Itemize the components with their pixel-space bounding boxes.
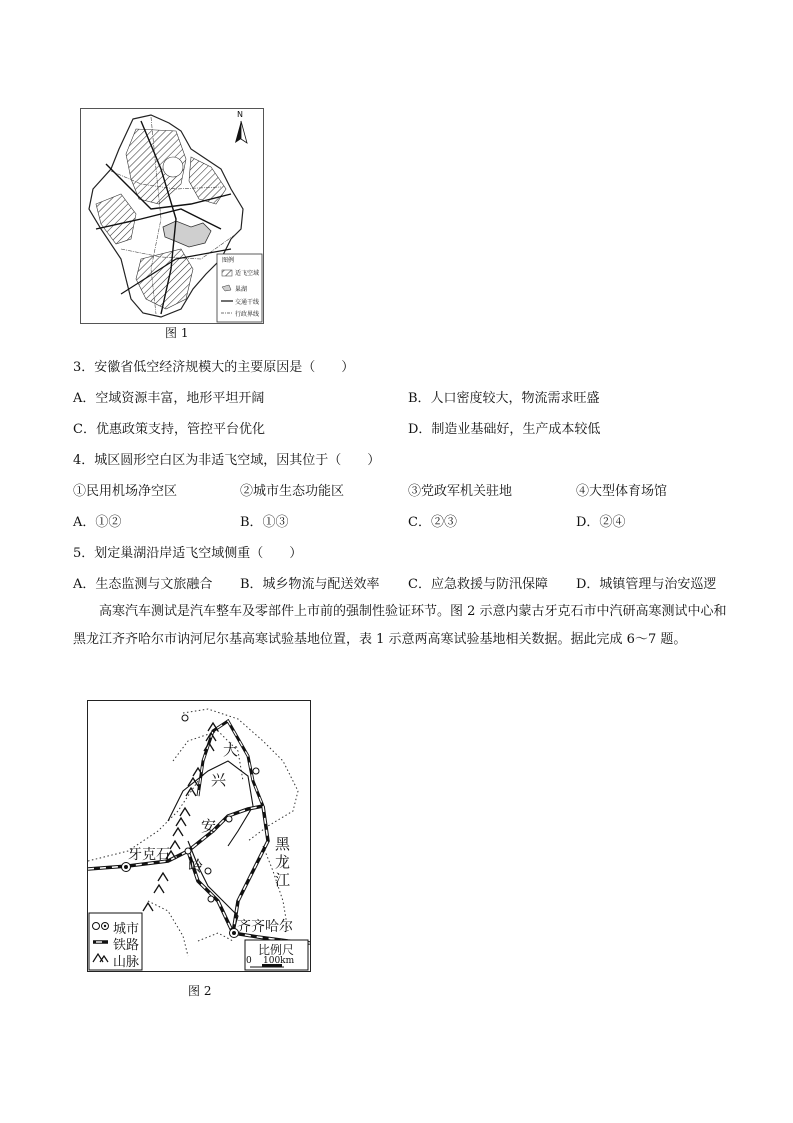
label-da: 大	[223, 741, 239, 759]
question-4-statement-3: ③党政军机关驻地	[408, 484, 513, 499]
question-5-option-c[interactable]: C．应急救援与防汛保障	[408, 577, 548, 592]
label-yakeshi: 牙克石	[128, 847, 170, 863]
label-long: 龙	[275, 853, 291, 871]
question-3-stem: 3．安徽省低空经济规模大的主要原因是（ ）	[73, 360, 355, 375]
legend-chaohu: 巢湖	[235, 286, 248, 293]
label-jiang: 江	[275, 871, 291, 889]
figure-2-map	[87, 700, 311, 972]
scale-value: 100km	[263, 956, 295, 966]
north-arrow-icon	[235, 121, 247, 143]
question-3-option-d[interactable]: D．制造业基础好，生产成本较低	[408, 422, 601, 437]
figure-2-caption: 图 2	[188, 984, 212, 998]
question-4-option-c[interactable]: C．②③	[408, 515, 457, 530]
question-4-statement-4: ④大型体育场馆	[576, 484, 668, 499]
label-xing: 兴	[211, 771, 227, 789]
label-ling: 岭	[188, 857, 204, 875]
north-label: N	[237, 110, 243, 119]
label-hei: 黑	[275, 835, 291, 853]
question-3-option-a[interactable]: A．空域资源丰富，地形平坦开阔	[73, 391, 265, 406]
question-4-option-b[interactable]: B．①③	[240, 515, 289, 530]
question-5-option-a[interactable]: A．生态监测与文旅融合	[73, 577, 213, 592]
question-4-statement-2: ②城市生态功能区	[240, 484, 345, 499]
passage-text: 高寒汽车测试是汽车整车及零部件上市前的强制性验证环节。图 2 示意内蒙古牙克石市中汽研高寒测试中心和黑龙江齐齐哈尔市讷河尼尔基高寒试验基地位置，表 1 示意两高寒试验基地相关数据。据此完成 6～7 题。	[73, 604, 727, 647]
question-5-stem: 5．划定巢湖沿岸适飞空域侧重（ ）	[73, 546, 303, 561]
legend-railway: 铁路	[113, 938, 140, 953]
legend-city: 城市	[113, 922, 140, 937]
legend-transport: 交通干线	[235, 299, 260, 306]
label-qiqihaer: 齐齐哈尔	[237, 919, 293, 935]
label-an: 安	[201, 817, 217, 835]
question-4-option-a[interactable]: A．①②	[73, 515, 122, 530]
question-3-option-b[interactable]: B．人口密度较大，物流需求旺盛	[408, 391, 600, 406]
legend-airspace: 适飞空域	[235, 270, 260, 277]
question-4-stem: 4．城区圆形空白区为非适飞空域，因其位于（ ）	[73, 453, 381, 468]
figure-1-caption: 图 1	[165, 326, 189, 340]
legend-mountain: 山脉	[113, 955, 140, 970]
question-4-statement-1: ①民用机场净空区	[73, 484, 178, 499]
legend-title: 图例	[222, 257, 235, 264]
scale-title: 比例尺	[258, 943, 295, 957]
question-4-option-d[interactable]: D．②④	[576, 515, 626, 530]
question-5-option-d[interactable]: D．城镇管理与治安巡逻	[576, 577, 717, 592]
scale-zero: 0	[246, 956, 252, 966]
no-fly-circle	[163, 157, 183, 177]
question-3-option-c[interactable]: C．优惠政策支持，管控平台优化	[73, 422, 265, 437]
passage-paragraph	[73, 598, 733, 654]
legend-boundary: 行政界线	[235, 311, 260, 318]
question-5-option-b[interactable]: B．城乡物流与配送效率	[240, 577, 380, 592]
figure-1-map	[80, 108, 264, 324]
